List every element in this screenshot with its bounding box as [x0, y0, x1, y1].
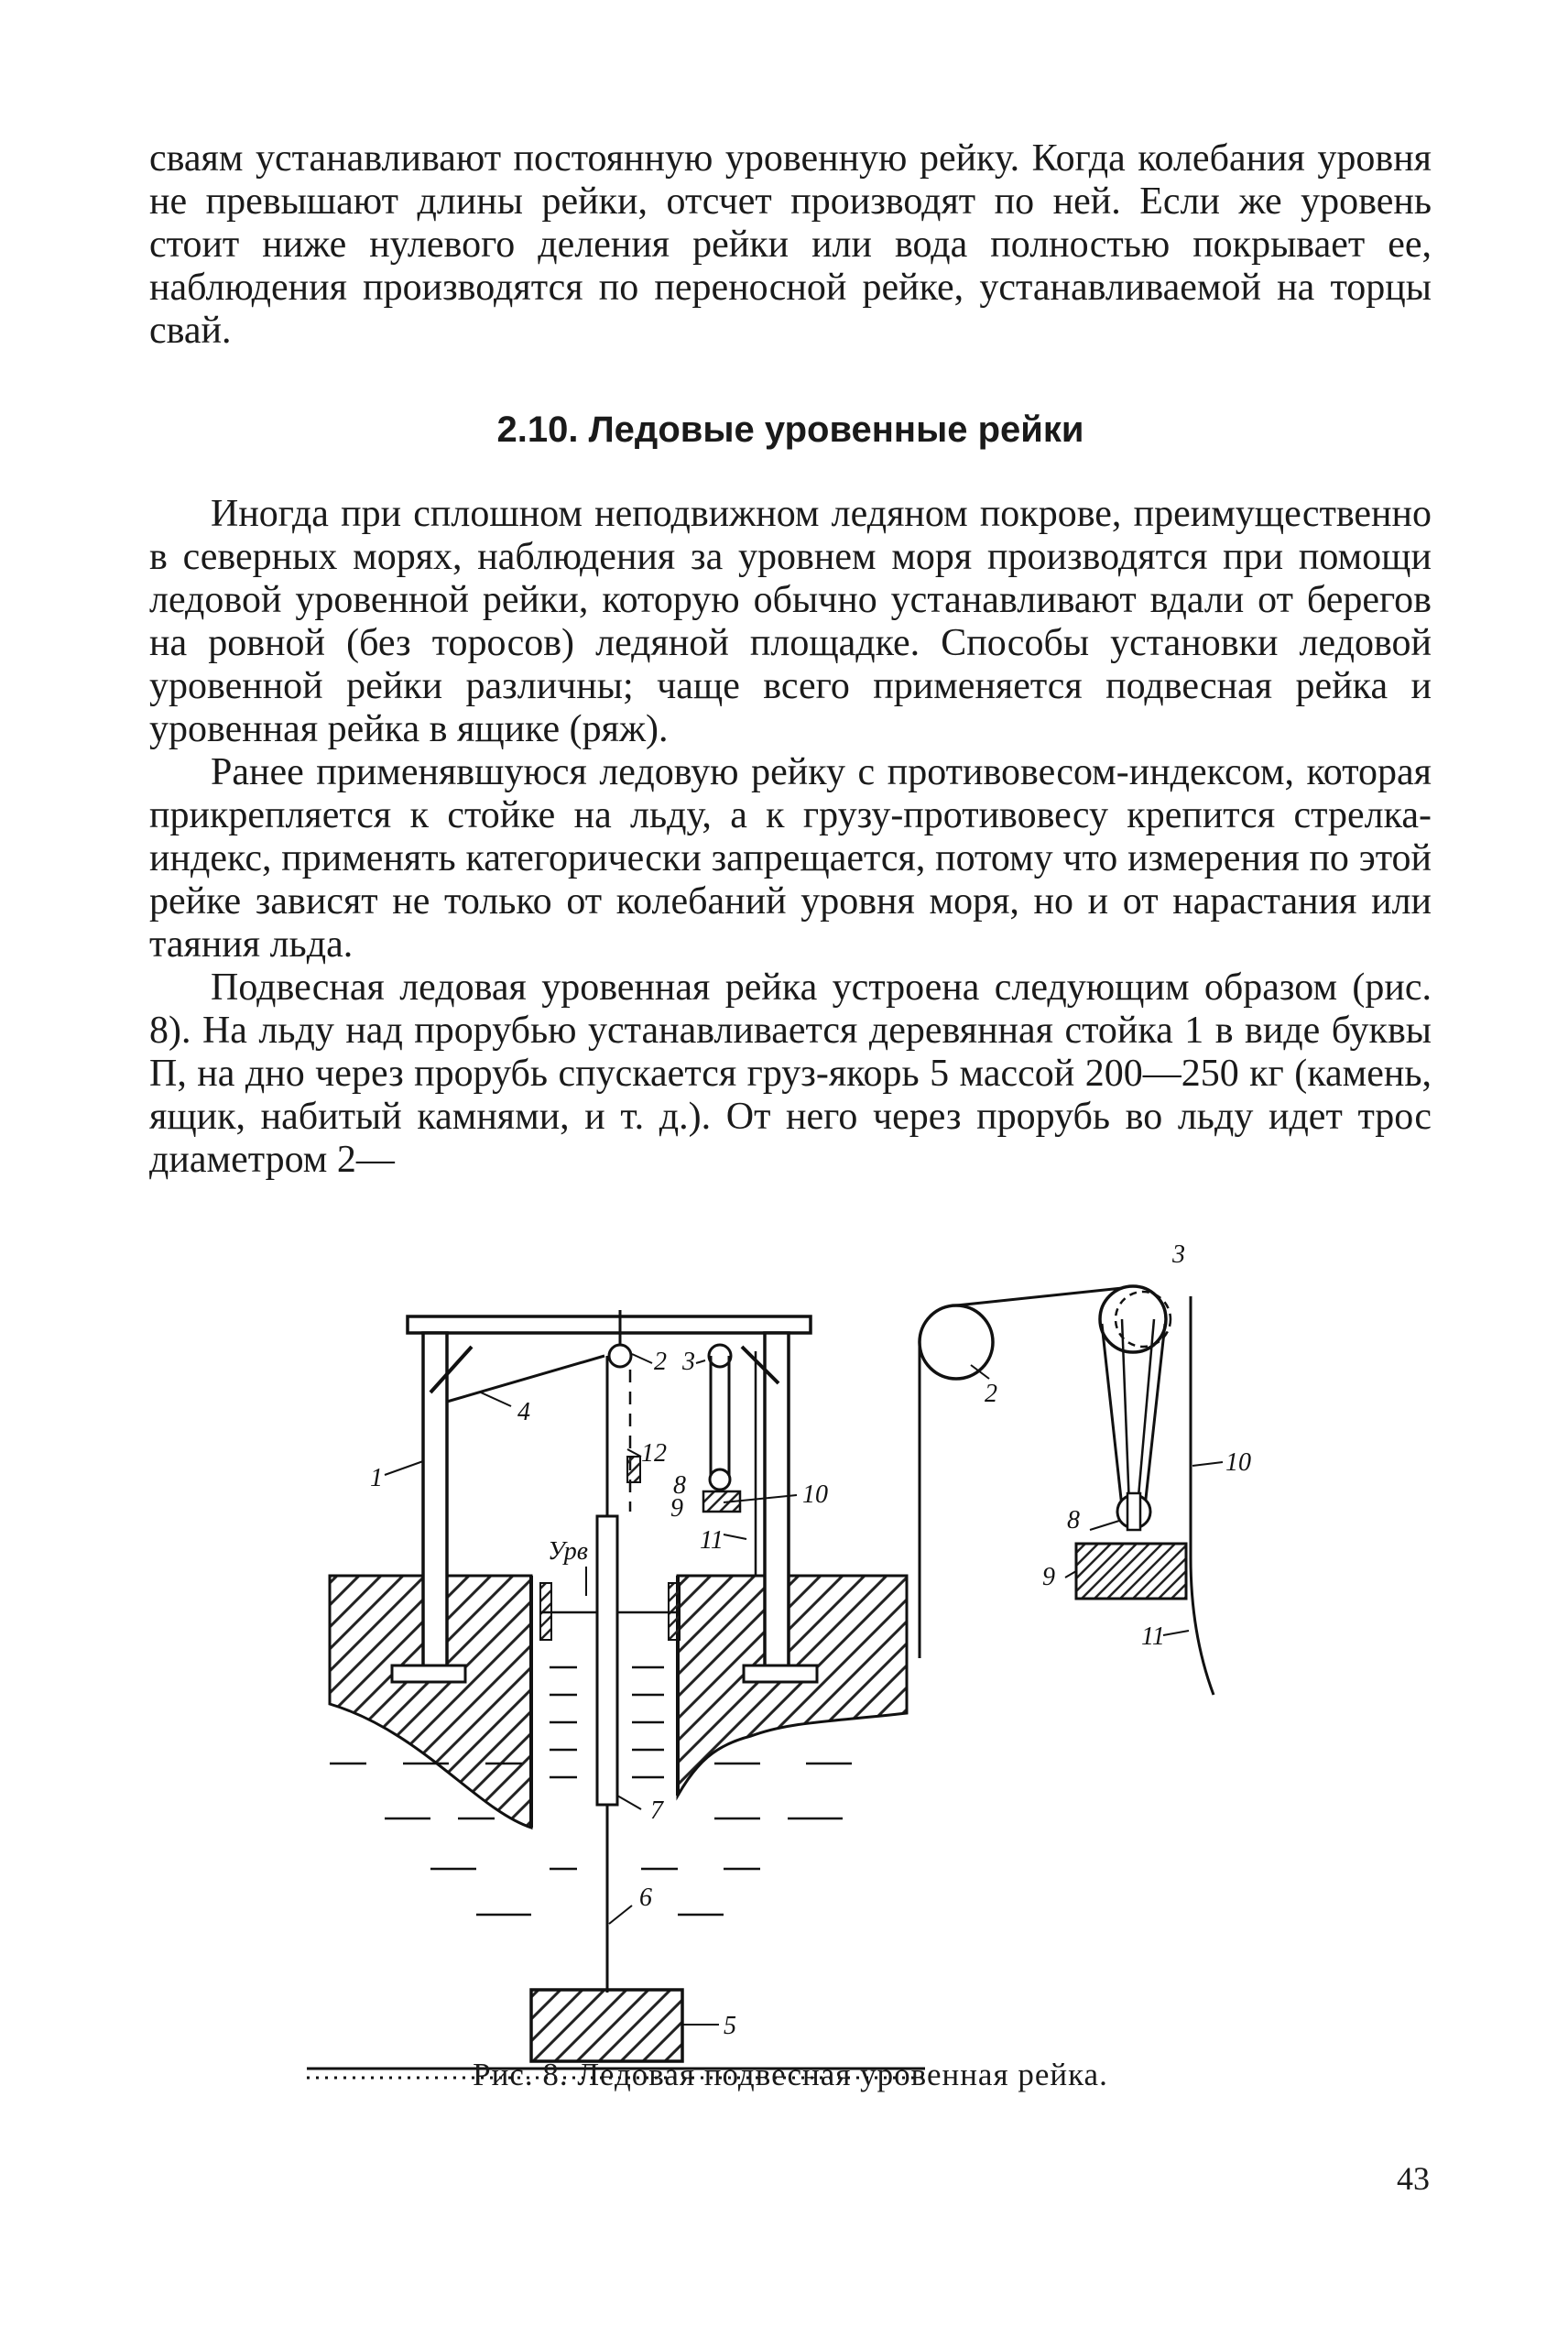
pulley-2	[609, 1345, 631, 1367]
label-1: 1	[370, 1464, 383, 1492]
post-foot-left	[392, 1665, 465, 1682]
label-7: 7	[650, 1796, 663, 1825]
ice-right	[678, 1576, 907, 1796]
label-9: 9	[670, 1494, 683, 1523]
paragraph-3: Подвесная ледовая уровенная рейка устроена следующим образом (рис. 8). На льду над прорубью устанавливается деревянная стойка 1 в виде буквы П, на дно через прорубь спускается груз-якорь 5 массой 200—250 кг (камень, ящик, набитый камнями, и т. д.). От него через прорубь во льду идет трос диаметром 2—	[149, 966, 1432, 1181]
label-4: 4	[517, 1398, 530, 1426]
label-12: 12	[641, 1439, 667, 1468]
pulley-3	[709, 1345, 731, 1367]
paragraph-2: Ранее применявшуюся ледовую рейку с противовесом-индексом, которая прикрепляется к стойке на льду, а к грузу-противовесу крепится стрелка-индекс, применять категорически запрещается, потому что измерения по этой рейке зависят не только от колебаний уровня моря, но и от нарастания или таяния льда.	[149, 751, 1432, 966]
frame-post-right	[765, 1333, 789, 1681]
paragraph-continuation: сваям устанавливают постоянную уровенную рейку. Когда колебания уровня не превышают длины рейки, отсчет производят по ней. Если же уровень стоит ниже нулевого деления рейки или вода полностью покрывает ее, наблюдения производятся по переносной рейке, устанавливаемой на торцы свай.	[149, 137, 1432, 352]
label-6: 6	[639, 1884, 652, 1912]
label-10: 10	[802, 1480, 828, 1509]
label-urv: Урв	[548, 1537, 588, 1566]
detail-label-9: 9	[1042, 1563, 1055, 1591]
detail-label-8: 8	[1067, 1506, 1080, 1534]
label-8: 8	[673, 1471, 686, 1500]
detail-label-3: 3	[1172, 1240, 1185, 1269]
label-3: 3	[682, 1348, 695, 1376]
figure-caption: Рис. 8. Ледовая подвесная уровенная рейка.	[473, 2057, 1108, 2092]
detail-pulley-2	[920, 1305, 993, 1379]
label-5: 5	[724, 2012, 736, 2040]
label-11: 11	[700, 1526, 724, 1555]
pulley-8	[710, 1469, 730, 1490]
detail-label-2: 2	[985, 1380, 997, 1408]
detail-line-10	[1191, 1296, 1214, 1695]
post-foot-right	[744, 1665, 817, 1682]
paragraph-1: Иногда при сплошном неподвижном ледяном покрове, преимущественно в северных морях, наблюдения за уровнем моря производятся при помощи ледовой уровенной рейки, которую обычно устанавливают вдали от берегов на ровной (без торосов) ледяной площадке. Способы установки ледовой уровенной рейки различны; чаще всего применяется подвесная рейка и уровенная рейка в ящике (ряж).	[149, 493, 1432, 750]
detail-label-10: 10	[1225, 1448, 1251, 1477]
anchor-weight-5	[531, 1990, 682, 2061]
staff-7	[597, 1516, 617, 1805]
detail-weight-9	[1076, 1544, 1186, 1599]
frame-beam	[408, 1316, 811, 1333]
cable-4	[447, 1356, 604, 1402]
label-2: 2	[654, 1348, 667, 1376]
section-heading: 2.10. Ледовые уровенные рейки	[496, 410, 1084, 450]
detail-view	[920, 1240, 1251, 1695]
part-12	[627, 1457, 640, 1482]
detail-label-11: 11	[1141, 1622, 1165, 1651]
page-number: 43	[1397, 2160, 1430, 2197]
